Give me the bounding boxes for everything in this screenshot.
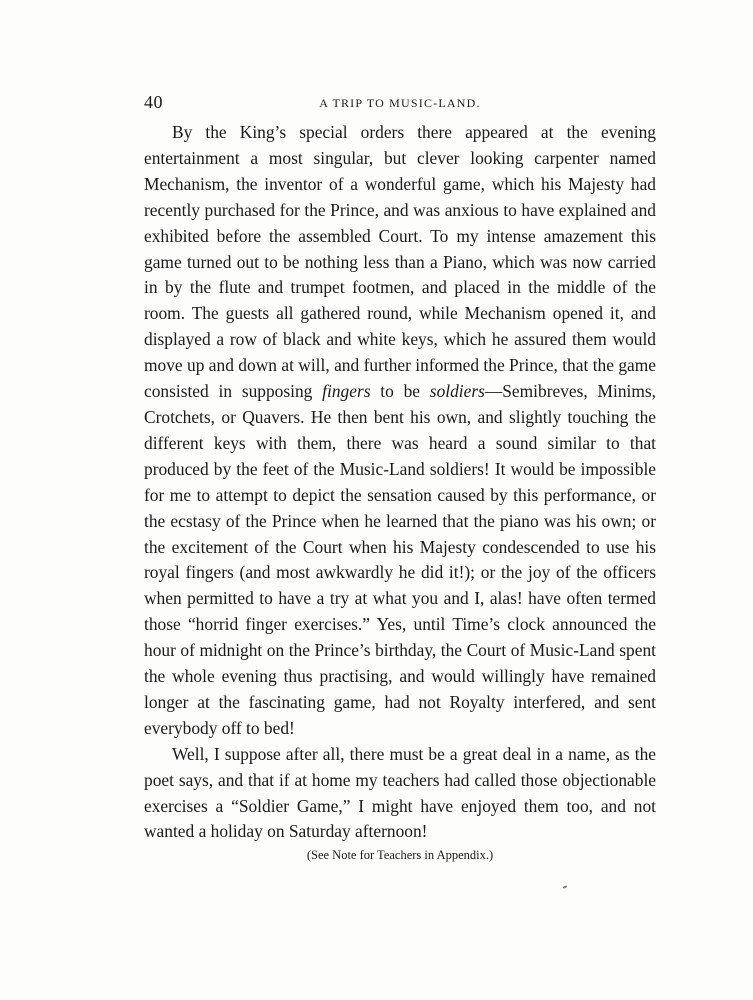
- page-number: 40: [144, 92, 163, 112]
- italic-word-fingers: fingers: [322, 381, 371, 402]
- paragraph-1-part-2: to be: [370, 381, 430, 402]
- running-head: [144, 92, 656, 112]
- italic-word-soldiers: soldiers: [429, 381, 485, 402]
- paragraph-2: Well, I suppose after all, there must be a great deal in a name, as the poet says, and that if at home my teachers had called those objectionable exercises a “Soldier Game,” I might have enjoyed them too, and not wanted a holiday on Saturday afternoon!: [144, 743, 656, 842]
- paragraph-1-part-1: By the King’s special orders there appeared at the evening entertainment a most singular, but clever looking carpenter named Mechanism, the inventor of a wonderful game, which his Majesty had recently purchased for the Prince, and was anxious to have explained and exhibited before the assembled Court. To my intense amazement this game turned out to be nothing less than a Piano, which was now carried in by the flute and trumpet footmen, and placed in the middle of the room. The guests all gathered round, while Mechanism opened it, and displayed a row of black and white keys, which he assured them would move up and down at will, and further informed the Prince, that the game consisted in supposing: [144, 122, 656, 402]
- body-text: [144, 120, 656, 845]
- appendix-note: (See Note for Teachers in Appendix.): [306, 848, 494, 862]
- paragraph-1-part-3: —Semibreves, Minims, Crotchets, or Quavers. He then bent his own, and slightly touching the different keys with them, there was heard a sound similar to that produced by the feet of the Music-Land soldiers! It would be impossible for me to attempt to depict the sensation caused by this performance, or the ecstasy of the Prince when he learned that the piano was his own; or the excitement of the Court when his Majesty condescended to use his royal fingers (and most awkwardly he did it!); or the joy of the officers when permitted to have a try at what you and I, alas! have often termed those “horrid finger exercises.” Yes, until Time’s clock announced the hour of midnight on the Prince’s birthday, the Court of Music-Land spent the whole evening thus practising, and would willingly have remained longer at the fascinating game, had not Royalty interfered, and sent everybody off to bed!: [144, 381, 657, 738]
- running-title: A TRIP TO MUSIC-LAND.: [319, 96, 481, 110]
- ink-speck: [563, 885, 567, 889]
- paragraph-1: [144, 120, 656, 742]
